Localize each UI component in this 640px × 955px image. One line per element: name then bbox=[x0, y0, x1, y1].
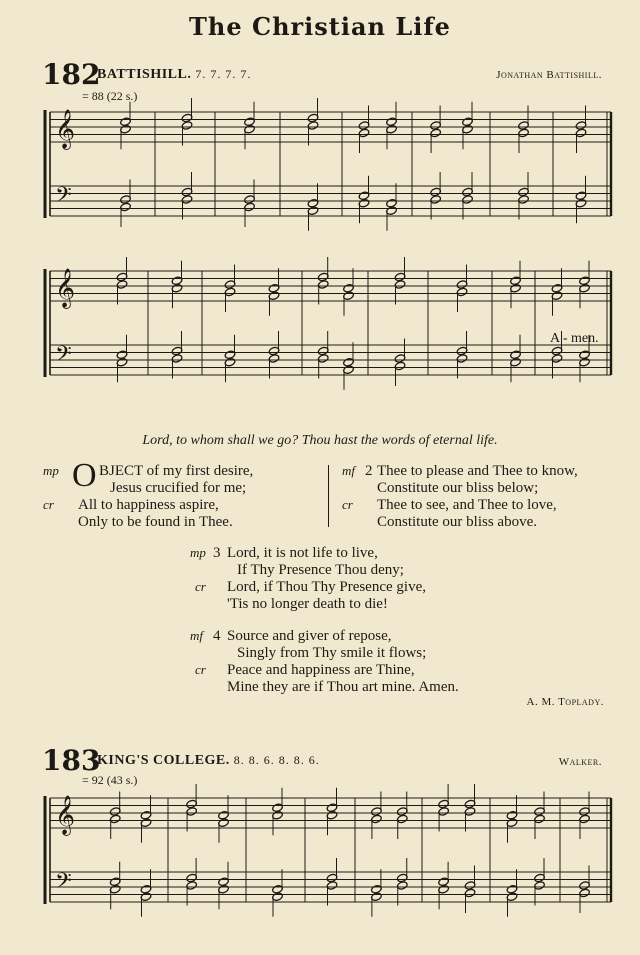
verse-line: All to happiness aspire, bbox=[78, 497, 219, 513]
tune-name-text: BATTISHILL. bbox=[97, 67, 192, 82]
treble-clef-icon: 𝄞 bbox=[55, 109, 76, 149]
verse-line: Only to be found in Thee. bbox=[78, 514, 233, 530]
verse-number: 4 bbox=[213, 628, 221, 644]
drop-cap: O bbox=[72, 457, 97, 494]
composer: Jonathan Battishill. bbox=[496, 69, 602, 81]
tune-name-text: KING'S COLLEGE. bbox=[97, 753, 230, 768]
tempo-marking: = 92 (43 s.) bbox=[82, 773, 138, 787]
hymn-number: 183 bbox=[42, 744, 101, 777]
dynamic-mark: mf bbox=[190, 628, 203, 643]
composer: Walker. bbox=[558, 756, 602, 768]
dynamic-mark: cr bbox=[342, 497, 353, 512]
verse-line: Jesus crucified for me; bbox=[110, 480, 247, 496]
verse-line: Peace and happiness are Thine, bbox=[227, 662, 415, 678]
verse-line: 'Tis no longer death to die! bbox=[227, 596, 388, 612]
verse-line: Constitute our bliss above. bbox=[377, 514, 537, 530]
verse-line: Thee to see, and Thee to love, bbox=[377, 497, 557, 513]
dynamic-mark: mp bbox=[190, 545, 206, 560]
bass-clef-icon: 𝄢 bbox=[55, 869, 72, 899]
treble-clef-icon: 𝄞 bbox=[55, 268, 76, 308]
verse-line: Lord, if Thou Thy Presence give, bbox=[227, 579, 426, 595]
bass-staff bbox=[50, 872, 611, 902]
treble-staff bbox=[50, 798, 611, 828]
bass-staff bbox=[50, 345, 611, 375]
dynamic-mark: cr bbox=[195, 662, 206, 677]
treble-clef-icon: 𝄞 bbox=[55, 795, 76, 835]
verse-line: Source and giver of repose, bbox=[227, 628, 392, 644]
hymn-author: A. M. Toplady. bbox=[526, 696, 604, 708]
tune-name bbox=[97, 753, 320, 769]
running-title: The Christian Life bbox=[189, 12, 451, 41]
amen-label: A - men. bbox=[550, 331, 599, 346]
verse-line: BJECT of my first desire, bbox=[99, 463, 254, 479]
verse-number: 3 bbox=[213, 545, 221, 561]
hymn-motto: Lord, to whom shall we go? Thou hast the words of eternal life. bbox=[142, 433, 498, 448]
verse-line: Lord, it is not life to live, bbox=[227, 545, 378, 561]
meter: 7. 7. 7. 7. bbox=[195, 67, 252, 81]
verse-line: If Thy Presence Thou deny; bbox=[237, 562, 404, 578]
verse-number: 2 bbox=[365, 463, 373, 479]
bass-clef-icon: 𝄢 bbox=[55, 183, 72, 213]
dynamic-mark: mp bbox=[43, 463, 59, 478]
dynamic-mark: cr bbox=[43, 497, 54, 512]
verse-line: Mine they are if Thou art mine. Amen. bbox=[227, 679, 459, 695]
treble-staff bbox=[50, 271, 611, 301]
meter: 8. 8. 6. 8. 8. 6. bbox=[233, 753, 320, 767]
verse-line: Constitute our bliss below; bbox=[377, 480, 539, 496]
tempo-marking: = 88 (22 s.) bbox=[82, 89, 138, 103]
dynamic-mark: mf bbox=[342, 463, 355, 478]
hymn-number: 182 bbox=[42, 58, 101, 91]
bass-clef-icon: 𝄢 bbox=[55, 342, 72, 372]
verse-line: Thee to please and Thee to know, bbox=[377, 463, 578, 479]
column-divider bbox=[328, 465, 329, 527]
verse-line: Singly from Thy smile it flows; bbox=[237, 645, 427, 661]
dynamic-mark: cr bbox=[195, 579, 206, 594]
